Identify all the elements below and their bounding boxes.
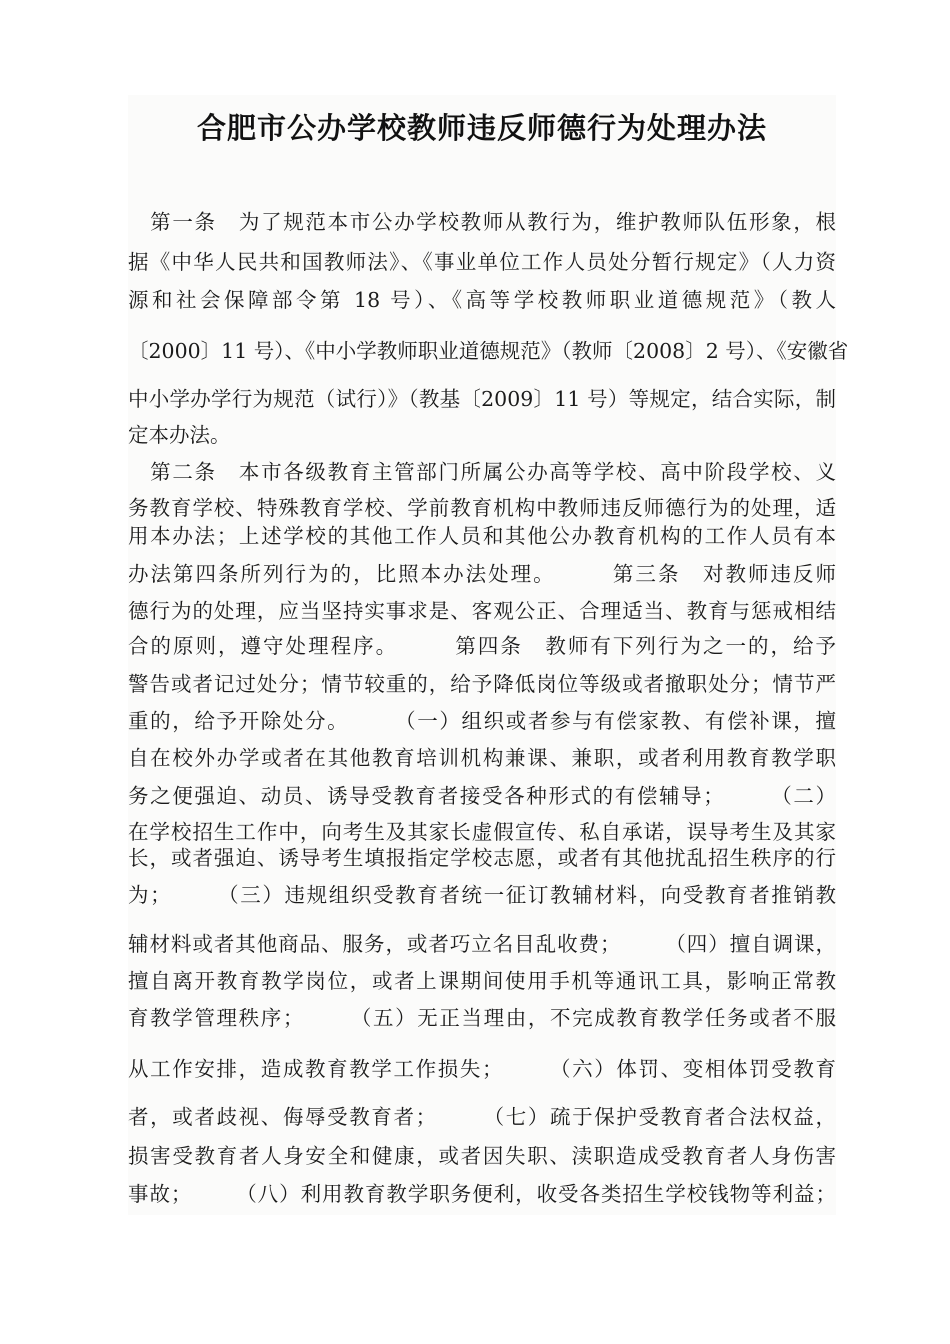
paragraph-line: 在学校招生工作中，向考生及其家长虚假宣传、私自承诺，误导考生及其家 [128, 820, 836, 844]
paragraph-line: 警告或者记过处分；情节较重的，给予降低岗位等级或者撤职处分；情节严 [128, 672, 836, 696]
paragraph-line: 者，或者歧视、侮辱受教育者； （七）疏于保护受教育者合法权益， [128, 1105, 836, 1129]
paragraph-line: 育教学管理秩序； （五）无正当理由，不完成教育教学任务或者不服 [128, 1006, 836, 1030]
paragraph-line: 自在校外办学或者在其他教育培训机构兼课、兼职，或者利用教育教学职 [128, 746, 836, 770]
paragraph-line: 第二条 本市各级教育主管部门所属公办高等学校、高中阶段学校、义 [128, 460, 836, 484]
paragraph-line: 事故； （八）利用教育教学职务便利，收受各类招生学校钱物等利益； [128, 1182, 836, 1206]
paragraph-line: 用本办法；上述学校的其他工作人员和其他公办教育机构的工作人员有本 [128, 524, 836, 548]
paragraph-line: 第一条 为了规范本市公办学校教师从教行为，维护教师队伍形象，根 [128, 210, 836, 234]
paragraph-line: 源和社会保障部令第 18 号）、《高等学校教师职业道德规范》（教人 [128, 288, 836, 312]
document-title: 合肥市公办学校教师违反师德行为处理办法 [196, 111, 767, 145]
paragraph-line: 定本办法。 [128, 423, 231, 447]
paragraph-line: 从工作安排，造成教育教学工作损失； （六）体罚、变相体罚受教育 [128, 1057, 836, 1081]
paragraph-line: 办法第四条所列行为的，比照本办法处理。 第三条 对教师违反师 [128, 562, 836, 586]
paragraph-line: 中小学办学行为规范（试行）》（教基〔2009〕11 号）等规定，结合实际，制 [128, 387, 836, 411]
paragraph-line: 辅材料或者其他商品、服务，或者巧立名目乱收费； （四）擅自调课， [128, 932, 836, 956]
paragraph-line: 长，或者强迫、诱导考生填报指定学校志愿，或者有其他扰乱招生秩序的行 [128, 846, 836, 870]
paragraph-line: 重的，给予开除处分。 （一）组织或者参与有偿家教、有偿补课，擅 [128, 709, 836, 733]
paragraph-line: 损害受教育者人身安全和健康，或者因失职、渎职造成受教育者人身伤害 [128, 1144, 836, 1168]
paragraph-line: 务教育学校、特殊教育学校、学前教育机构中教师违反师德行为的处理，适 [128, 496, 836, 520]
paragraph-line: 为； （三）违规组织受教育者统一征订教辅材料，向受教育者推销教 [128, 883, 836, 907]
paragraph-line: 据《中华人民共和国教师法》、《事业单位工作人员处分暂行规定》（人力资 [128, 250, 836, 274]
paragraph-line: 务之便强迫、动员、诱导受教育者接受各种形式的有偿辅导； （二） [128, 784, 836, 808]
paragraph-line: 擅自离开教育教学岗位，或者上课期间使用手机等通讯工具，影响正常教 [128, 969, 836, 993]
paragraph-line: 德行为的处理，应当坚持实事求是、客观公正、合理适当、教育与惩戒相结 [128, 599, 836, 623]
paragraph-line: 〔2000〕11 号）、《中小学教师职业道德规范》（教师〔2008〕2 号）、《安徽省 [128, 339, 849, 363]
paragraph-line: 合的原则，遵守处理程序。 第四条 教师有下列行为之一的，给予 [128, 634, 836, 658]
